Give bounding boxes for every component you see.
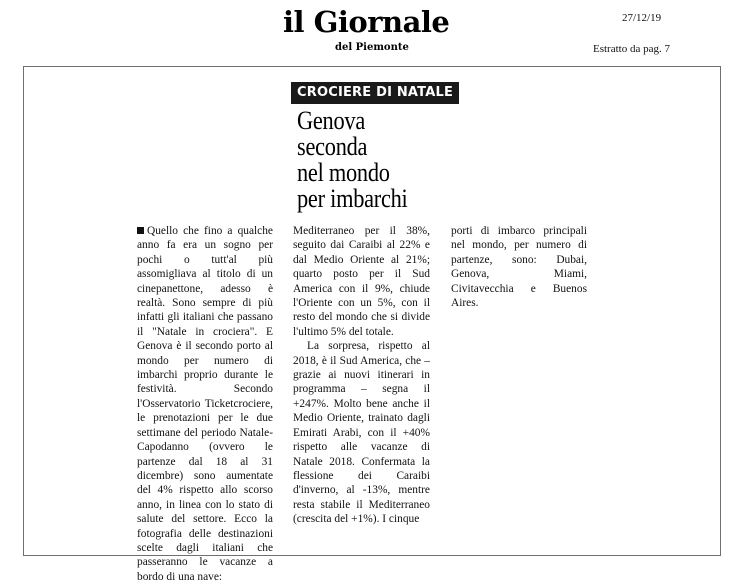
newspaper-edition: del Piemonte	[335, 42, 409, 53]
paragraph	[137, 224, 273, 584]
newspaper-logo: il Giornale	[283, 5, 450, 39]
headline-line: Genova	[297, 106, 365, 135]
article-headline	[297, 108, 408, 212]
article-kicker: CROCIERE DI NATALE	[291, 82, 459, 104]
square-bullet-icon	[137, 227, 144, 234]
masthead	[0, 0, 747, 66]
clipping-source-page: Estratto da pag. 7	[593, 43, 670, 55]
headline-line: per imbarchi	[297, 184, 408, 213]
paragraph: porti di imbarco principali nel mondo, per numero di partenze, sono: Dubai, Genova, Miami, Civitavecchia e Buenos Aires.	[451, 225, 587, 310]
headline-line: nel mondo	[297, 158, 390, 187]
article-column-1	[137, 224, 273, 584]
article-column-2	[293, 224, 430, 527]
paragraph: La sorpresa, rispetto al 2018, è il Sud America, che – grazie ai nuovi itinerari in programma – segna il +247%. Molto bene anche il Medio Oriente, trainato dagli Emirati Arabi, con il +40% rispetto alle vacanze di Natale 2018. Confermata la flessione dei Caraibi d'inverno, al -13%, mentre resta stabile il Mediterraneo (crescita del +1%). I cinque	[293, 340, 430, 526]
article-column-3	[451, 224, 587, 310]
paragraph: Mediterraneo per il 38%, seguito dai Caraibi al 22% e dal Medio Oriente al 21%; quarto posto per il Sud America con il 9%, chiude l'Oriente con un 5%, con il resto del mondo che si divide l'ultimo 5% del totale.	[293, 225, 430, 338]
clipping-date: 27/12/19	[622, 12, 662, 24]
headline-line: seconda	[297, 132, 368, 161]
paragraph-text: Quello che fino a qualche anno fa era un sogno per pochi o tutt'al più assomigliava al titolo di un cinepanettone, adesso è realtà. Sono sempre di più infatti gli italiani che passano il "Natale in crociera". E Genova è il secondo porto al mondo per numero di imbarchi proprio durante le festività. Secondo l'Osservatorio Ticketcrociere, le prenotazioni per le due settimane del periodo Natale-Capodanno (ovvero le partenze dal 18 al 31 dicembre) sono aumentate del 4% rispetto allo scorso anno, in linea con lo stato di salute del settore. Ecco la fotografia delle destinazioni scelte dagli italiani che passeranno le vacanze a bordo di una nave:	[137, 225, 273, 583]
